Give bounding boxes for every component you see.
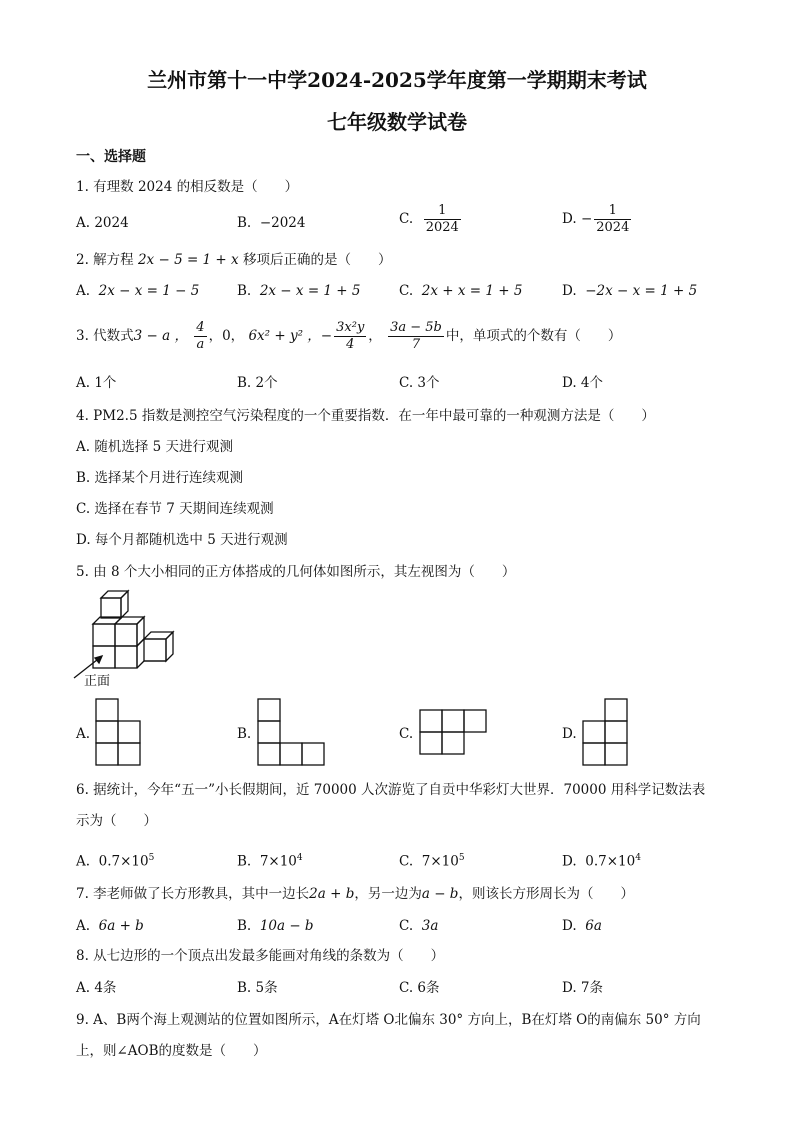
- question-5-stem: 5. 由 8 个大小相同的正方体搭成的几何体如图所示，其左视图为（ ）: [76, 564, 516, 580]
- question-9-stem-line1: 9. A、B两个海上观测站的位置如图所示，A在灯塔 O北偏东 30° 方向上，B在灯塔 O的南偏东 50° 方向: [76, 1012, 701, 1028]
- exam-title: 兰州市第十一中学2024-2025学年度第一学期期末考试: [147, 68, 647, 92]
- section-heading: 一、选择题: [76, 149, 146, 165]
- q3-option-d: D. 4个: [562, 375, 604, 391]
- q4-option-b: B. 选择某个月进行连续观测: [76, 470, 244, 486]
- q8-option-d: D. 7条: [562, 980, 604, 996]
- q5-option-c-figure: [419, 709, 489, 755]
- fraction: $\frac{4}{a}$: [196, 320, 205, 352]
- fraction: $\frac{1}{2024}$: [425, 203, 459, 235]
- q7-option-b: B. 10a − b: [237, 918, 314, 934]
- q5-option-d-label: D.: [562, 726, 577, 742]
- q8-option-a: A. 4条: [76, 980, 117, 996]
- question-6-stem-line1: 6. 据统计，今年“五一”小长假期间，近 70000 人次游览了自贡中华彩灯大世界．70000 用科学记数法表: [76, 782, 706, 798]
- fraction: $\frac{\text{3x²y}}{4}$: [336, 320, 365, 352]
- q3-option-b: B. 2个: [237, 375, 278, 391]
- q4-option-c: C. 选择在春节 7 天期间连续观测: [76, 501, 274, 517]
- fraction: $\frac{1}{2024}$: [596, 203, 630, 235]
- q5-option-a-figure: [95, 698, 143, 766]
- question-1-stem: 1. 有理数 2024 的相反数是（ ）: [76, 179, 299, 195]
- question-6-stem-line2: 示为（ ）: [76, 813, 157, 829]
- q5-option-b-label: B.: [237, 726, 252, 742]
- front-view-label: 正面: [84, 674, 111, 689]
- q5-option-a-label: A.: [76, 726, 91, 742]
- q3-option-c: C. 3个: [399, 375, 440, 391]
- q2-option-c: C. 2x + x = 1 + 5: [399, 283, 523, 299]
- q6-option-b: B. $7\times 10^4$: [237, 853, 303, 870]
- q1-option-b: B. −2024: [237, 215, 306, 231]
- exam-subtitle: 七年级数学试卷: [327, 110, 467, 134]
- fraction: $\frac{3a - 5b}{7}$: [390, 320, 442, 352]
- cube: [93, 624, 115, 646]
- q4-option-d: D. 每个月都随机选中 5 天进行观测: [76, 532, 288, 548]
- q1-option-a: A. 2024: [76, 215, 129, 231]
- q8-option-b: B. 5条: [237, 980, 278, 996]
- q1-option-c: C. $\frac{1}{2024}$: [399, 203, 459, 235]
- q2-option-d: D. −2x − x = 1 + 5: [562, 283, 698, 299]
- q8-option-c: C. 6条: [399, 980, 440, 996]
- question-7-stem: 7. 李老师做了长方形教具，其中一边长2a + b，另一边为a − b，则该长方形周长为（ ）: [76, 886, 634, 902]
- question-2-stem: 2. 解方程 2x − 5 = 1 + x 移项后正确的是（ ）: [76, 252, 392, 268]
- q4-option-a: A. 随机选择 5 天进行观测: [76, 439, 234, 455]
- question-3-stem: 3. 代数式3 − a ， $\frac{4}{a}$ ，0， 6x² + y² ，− $\frac{\text{3x²y}}{4}$ ， $\frac{3a - 5b}{7}$ 中，单项式的个数有（ ）: [76, 320, 622, 352]
- q6-option-d: D. $0.7\times 10^4$: [562, 853, 641, 870]
- q6-option-c: C. $7\times 10^5$: [399, 853, 465, 870]
- q3-option-a: A. 1个: [76, 375, 117, 391]
- q7-option-a: A. 6a + b: [76, 918, 144, 934]
- question-9-stem-line2: 上，则∠AOB的度数是（ ）: [76, 1043, 267, 1059]
- question-8-stem: 8. 从七边形的一个顶点出发最多能画对角线的条数为（ ）: [76, 948, 445, 964]
- q7-option-c: C. 3a: [399, 918, 439, 934]
- q5-option-b-figure: [257, 698, 327, 766]
- q6-option-a: A. $0.7\times 10^5$: [76, 853, 155, 870]
- q5-option-c-label: C.: [399, 726, 414, 742]
- q1-option-d: D. − $\frac{1}{2024}$: [562, 203, 630, 235]
- q2-option-a: A. 2x − x = 1 − 5: [76, 283, 200, 299]
- q7-option-d: D. 6a: [562, 918, 602, 934]
- q5-option-d-figure: [582, 698, 630, 766]
- question-4-stem: 4. PM2.5 指数是测控空气污染程度的一个重要指数．在一年中最可靠的一种观测方法是（ ）: [76, 408, 655, 424]
- q2-option-b: B. 2x − x = 1 + 5: [237, 283, 361, 299]
